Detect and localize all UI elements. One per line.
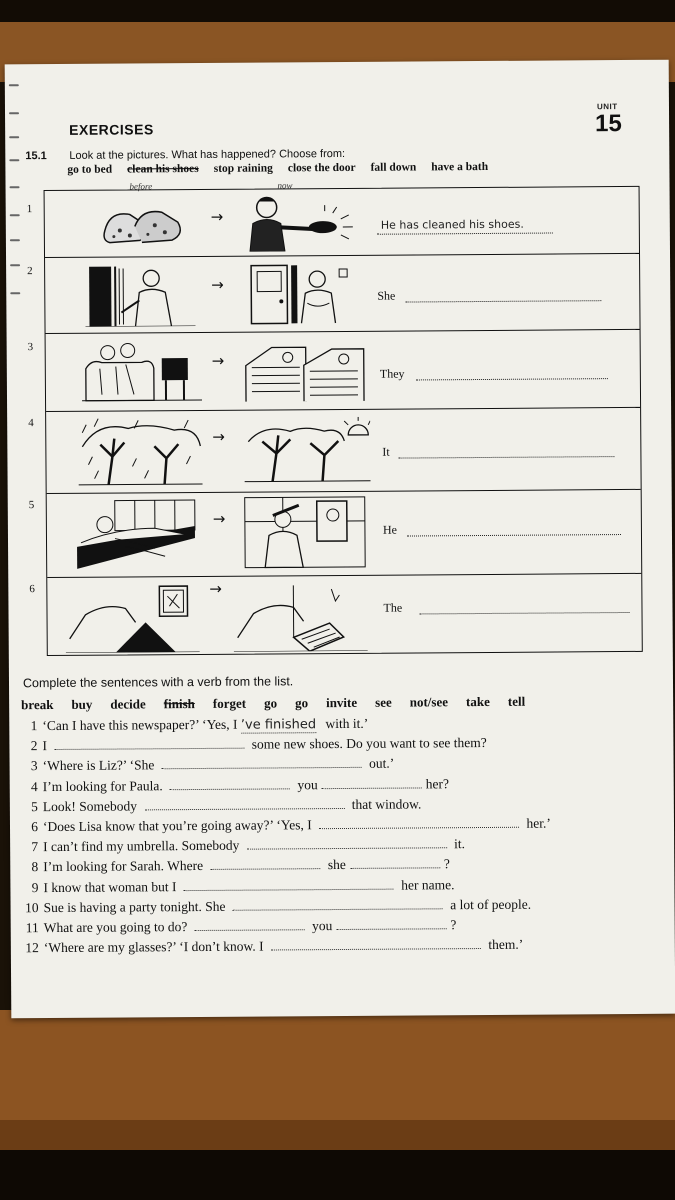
row-number: 2 <box>27 265 33 278</box>
unit-number: 15 <box>595 110 622 138</box>
woman-by-closed-door-picture <box>245 261 355 326</box>
picture-on-wall-picture <box>65 578 200 653</box>
dark-background-bottom <box>0 1150 675 1200</box>
section-title: EXERCISES <box>69 121 154 138</box>
sentence-number: 4 <box>30 778 38 794</box>
arrow-icon: → <box>212 509 226 528</box>
woman-by-open-door-picture <box>85 264 195 327</box>
binder-mark <box>10 214 20 216</box>
answer-blank[interactable] <box>350 858 440 870</box>
couple-in-bed-picture <box>242 337 368 404</box>
column-label-before: before <box>129 181 153 192</box>
sentence-text: ? <box>443 856 450 872</box>
answer-blank[interactable] <box>210 859 320 871</box>
sentence-row <box>10 796 422 815</box>
sentence-number: 6 <box>31 819 39 835</box>
arrow-icon: → <box>211 351 225 370</box>
sentence-text: I’m looking for Sarah. Where <box>43 858 207 875</box>
sentence-text: Look! Somebody <box>42 798 141 814</box>
answer-line <box>407 533 621 536</box>
sentence-text: I <box>42 738 51 754</box>
man-in-bath-picture <box>75 498 201 571</box>
binder-mark <box>9 136 19 138</box>
exercise-instruction-2: Complete the sentences with a verb from the list. <box>22 674 294 691</box>
phrase-list <box>67 161 503 176</box>
sentence-row <box>10 857 450 876</box>
verb-option: forget <box>212 695 247 711</box>
sentence-number: 10 <box>25 899 39 916</box>
verb-option: decide <box>110 696 146 712</box>
answer-blank[interactable] <box>195 919 305 931</box>
row-subject: The <box>383 600 403 615</box>
binder-mark <box>10 264 20 266</box>
sentence-number: 12 <box>25 940 39 956</box>
verb-option: not/see <box>409 694 449 710</box>
answer-blank[interactable] <box>247 837 447 849</box>
picture-table <box>26 186 643 656</box>
table-row <box>28 407 641 494</box>
binder-mark <box>10 292 20 294</box>
sentence-text: with it.’ <box>322 715 369 732</box>
verb-option: take <box>465 693 490 710</box>
sentence-text: her.’ <box>523 815 551 831</box>
binder-mark <box>10 186 20 188</box>
verb-option: break <box>21 697 54 713</box>
sentence-text: out.’ <box>365 756 395 772</box>
sentence-text: ? <box>450 917 457 933</box>
sentence-text: I’m looking for Paula. <box>42 777 167 794</box>
answer-blank[interactable] <box>144 798 344 810</box>
sentence-number: 9 <box>31 879 39 895</box>
answer-line <box>398 455 614 459</box>
answer-blank[interactable] <box>170 778 290 790</box>
sentence-row <box>10 756 395 775</box>
phrase-option: clean his shoes <box>127 162 199 176</box>
answer-blank[interactable] <box>184 878 394 890</box>
sentence-number: 3 <box>30 758 38 774</box>
sentence-row <box>10 816 551 836</box>
sentence-number: 2 <box>30 738 38 754</box>
row-subject: He <box>382 522 397 537</box>
arrow-icon: → <box>212 427 225 446</box>
sentence-text: her name. <box>397 876 455 893</box>
exercise-number: 15.1 <box>25 150 47 163</box>
verb-list <box>21 694 543 714</box>
sun-on-trees-picture <box>244 417 370 484</box>
sentence-row <box>10 776 449 795</box>
man-holding-clean-shoes-picture <box>245 193 355 252</box>
answer-blank[interactable] <box>233 898 443 910</box>
verb-option: finish <box>163 696 195 712</box>
sentence-text: ‘Where is Liz?’ ‘She <box>42 757 158 774</box>
arrow-icon: → <box>210 207 224 226</box>
phrase-option: close the door <box>287 161 356 175</box>
answer-blank[interactable] <box>322 777 422 789</box>
answer-line <box>377 232 553 235</box>
phrase-option: go to bed <box>67 163 113 176</box>
sentence-text: I can’t find my umbrella. Somebody <box>43 837 243 855</box>
sentence-text: I know that woman but I <box>43 878 180 895</box>
verb-option: see <box>375 694 392 710</box>
sentence-text: ‘Can I have this newspaper?’ ‘Yes, I <box>42 716 241 734</box>
sentence-number: 5 <box>31 798 38 814</box>
binder-mark <box>9 112 19 114</box>
exercise-instruction: Look at the pictures. What has happened? Choose from: <box>69 147 346 162</box>
sentence-text: some new shoes. Do you want to see them? <box>248 735 487 752</box>
sentence-text: that window. <box>348 796 422 812</box>
row-subject: She <box>377 288 396 303</box>
table-row <box>26 187 639 258</box>
phrase-option: have a bath <box>431 160 489 174</box>
table-row <box>28 489 642 578</box>
answer-blank[interactable] <box>319 817 519 829</box>
unit-label: UNIT <box>596 102 618 112</box>
sentence-row <box>10 836 465 855</box>
answer-blank[interactable] <box>54 738 244 750</box>
row-number: 5 <box>28 499 35 512</box>
table-row <box>27 253 640 334</box>
verb-option: buy <box>71 696 93 712</box>
desk-edge <box>0 1120 675 1150</box>
sentence-row <box>11 917 457 936</box>
arrow-icon: → <box>211 275 224 294</box>
row-subject: They <box>379 366 405 381</box>
sentence-text: her? <box>425 775 449 792</box>
sentence-text: she <box>324 857 346 873</box>
answer-line <box>416 377 608 380</box>
sentence-text: ‘Where are my glasses?’ ‘I don’t know. I <box>43 938 268 956</box>
sentence-number: 7 <box>31 839 39 855</box>
verb-option: go <box>263 695 278 711</box>
row-number: 4 <box>28 417 34 430</box>
answer-blank[interactable] <box>336 918 446 930</box>
sentence-row <box>11 896 532 916</box>
picture-fallen-down-picture <box>233 577 368 652</box>
sentence-text: it. <box>450 836 466 852</box>
sentence-number: 11 <box>25 920 39 936</box>
sentence-row <box>11 937 524 957</box>
table-row <box>29 573 642 655</box>
answer-line <box>405 299 601 302</box>
verb-option: invite <box>325 694 358 711</box>
sentence-row <box>9 716 368 735</box>
sentence-text: What are you going to do? <box>43 919 191 936</box>
answer-example: He has cleaned his shoes. <box>380 217 524 232</box>
verb-option: go <box>294 695 309 711</box>
answer-blank[interactable] <box>271 938 481 950</box>
row-subject: It <box>382 444 390 459</box>
answer-line <box>420 611 630 614</box>
answer-blank[interactable] <box>162 757 362 769</box>
column-label-now: now <box>277 180 293 191</box>
binder-mark <box>10 239 20 241</box>
row-number: 6 <box>29 583 35 596</box>
man-drying-picture <box>243 495 370 572</box>
sentence-text: a lot of people. <box>446 896 532 913</box>
example-answer: ’ve finished <box>240 717 317 733</box>
sentence-number: 8 <box>31 859 39 875</box>
sentence-text: Sue is having a party tonight. She <box>43 898 229 915</box>
sentence-row <box>9 735 486 754</box>
verb-option: tell <box>507 693 526 709</box>
sentence-text: you <box>308 918 333 934</box>
binder-mark <box>9 84 19 86</box>
sentence-text: them.’ <box>484 936 524 953</box>
sentence-text: you <box>294 776 318 792</box>
couple-watching-tv-picture <box>82 338 202 405</box>
row-number: 1 <box>26 203 33 216</box>
row-number: 3 <box>27 341 34 354</box>
sentence-row <box>10 877 454 896</box>
phrase-option: fall down <box>370 161 417 174</box>
shoes-dirty-picture <box>100 200 190 249</box>
worksheet-page <box>5 60 675 1019</box>
sentence-text: ‘Does Lisa know that you’re going away?’ ‘Yes, I <box>42 817 316 835</box>
phrase-option: stop raining <box>213 162 273 175</box>
arrow-icon: → <box>209 579 222 598</box>
rain-on-trees-picture <box>78 416 202 487</box>
binder-mark <box>9 159 19 161</box>
sentence-number: 1 <box>30 718 38 734</box>
table-row <box>27 329 641 412</box>
